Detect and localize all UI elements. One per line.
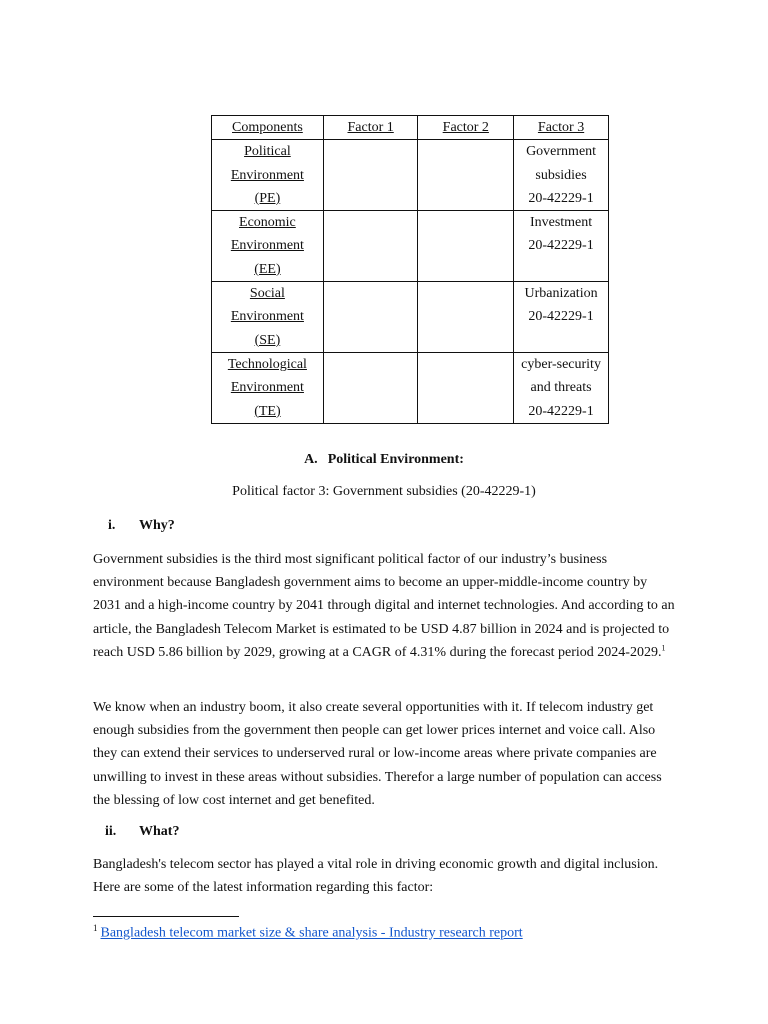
factor-2-cell: [418, 211, 514, 282]
section-heading: [0, 452, 768, 468]
factor-3-cell: [514, 140, 609, 211]
what-numeral: ii.: [105, 824, 117, 839]
component-cell: [212, 352, 324, 423]
component-line: Environment: [230, 309, 304, 325]
why-paragraph-1-text: Government subsidies is the third most significant political factor of our industry’s business environment because Bangladesh government aims to become an upper-middle-income country by 2031 and a high-income country by 2041 through digital and internet technologies. And according to an article, the Bangladesh Telecom Market is estimated to be USD 4.87 billion in 2024 and is projected to reach USD 5.86 billion by 2029, growing at a CAGR of 4.31% during the forecast period 2024-2029.: [93, 552, 675, 660]
factor-line: 20-42229-1: [528, 238, 594, 254]
factor-1-cell: [323, 282, 418, 353]
why-label: Why?: [139, 518, 175, 533]
component-line: Social: [249, 286, 285, 302]
component-line: (EE): [254, 261, 281, 277]
footnote-link[interactable]: Bangladesh telecom market size & share analysis - Industry research report: [100, 925, 523, 941]
component-line: Technological: [227, 356, 307, 372]
factor-1-cell: [323, 140, 418, 211]
factor-line: Urbanization: [524, 286, 598, 302]
factor-2-cell: [418, 282, 514, 353]
factor-1-cell: [323, 352, 418, 423]
header-components: Components: [212, 116, 324, 140]
component-line: (SE): [254, 332, 281, 348]
section-subtitle: Political factor 3: Government subsidies (20-42229-1): [232, 484, 536, 499]
table-header-row: [212, 116, 609, 140]
table-row: [212, 211, 609, 282]
component-cell: [212, 282, 324, 353]
table-row: [212, 352, 609, 423]
factor-2-cell: [418, 352, 514, 423]
factor-line: Government: [526, 144, 597, 160]
why-numeral: i.: [108, 518, 116, 533]
factor-3-cell: [514, 211, 609, 282]
factor-line: subsidies: [535, 167, 587, 183]
footnote-separator: [93, 916, 239, 917]
table-row: [212, 282, 609, 353]
why-paragraph-2: We know when an industry boom, it also create several opportunities with it. If telecom industry get enough subsidies from the government then people can get lower prices internet and voice call. Also they can extend their services to underserved rural or low-income areas where private companies are unwilling to invest in these areas without subsidies. Therefor a large number of population can access the blessing of low cost internet and get benefited.: [93, 700, 662, 808]
header-factor-1: Factor 1: [323, 116, 418, 140]
footnote-reference: 1: [661, 643, 666, 653]
component-cell: [212, 140, 324, 211]
why-heading: [0, 518, 768, 538]
pestle-factor-table: [211, 115, 609, 424]
factor-2-cell: [418, 140, 514, 211]
what-label: What?: [139, 824, 180, 839]
component-cell: [212, 211, 324, 282]
table-row: [212, 140, 609, 211]
factor-line: and threats: [530, 380, 592, 396]
factor-1-cell: [323, 211, 418, 282]
component-line: Economic: [239, 215, 296, 231]
component-line: Political: [244, 144, 291, 160]
component-line: Environment: [230, 238, 304, 254]
factor-line: 20-42229-1: [528, 403, 594, 419]
factor-line: 20-42229-1: [528, 190, 594, 206]
footnote-mark: 1: [93, 923, 98, 933]
factor-line: cyber-security: [521, 356, 601, 372]
why-paragraph-1: [93, 548, 678, 664]
factor-3-cell: [514, 282, 609, 353]
component-line: (TE): [254, 403, 281, 419]
what-paragraph-1: Bangladesh's telecom sector has played a vital role in driving economic growth and digital inclusion. Here are some of the latest information regarding this factor:: [93, 857, 659, 896]
component-line: Environment: [230, 380, 304, 396]
section-number: A.: [304, 452, 318, 467]
factor-3-cell: [514, 352, 609, 423]
component-line: (PE): [254, 190, 281, 206]
component-line: Environment: [230, 167, 304, 183]
footnote: [93, 919, 523, 943]
header-factor-2: Factor 2: [418, 116, 514, 140]
factor-line: Investment: [529, 215, 593, 231]
header-factor-3: Factor 3: [514, 116, 609, 140]
what-heading: [0, 824, 768, 844]
section-title: Political Environment:: [327, 452, 464, 467]
factor-line: 20-42229-1: [528, 309, 594, 325]
